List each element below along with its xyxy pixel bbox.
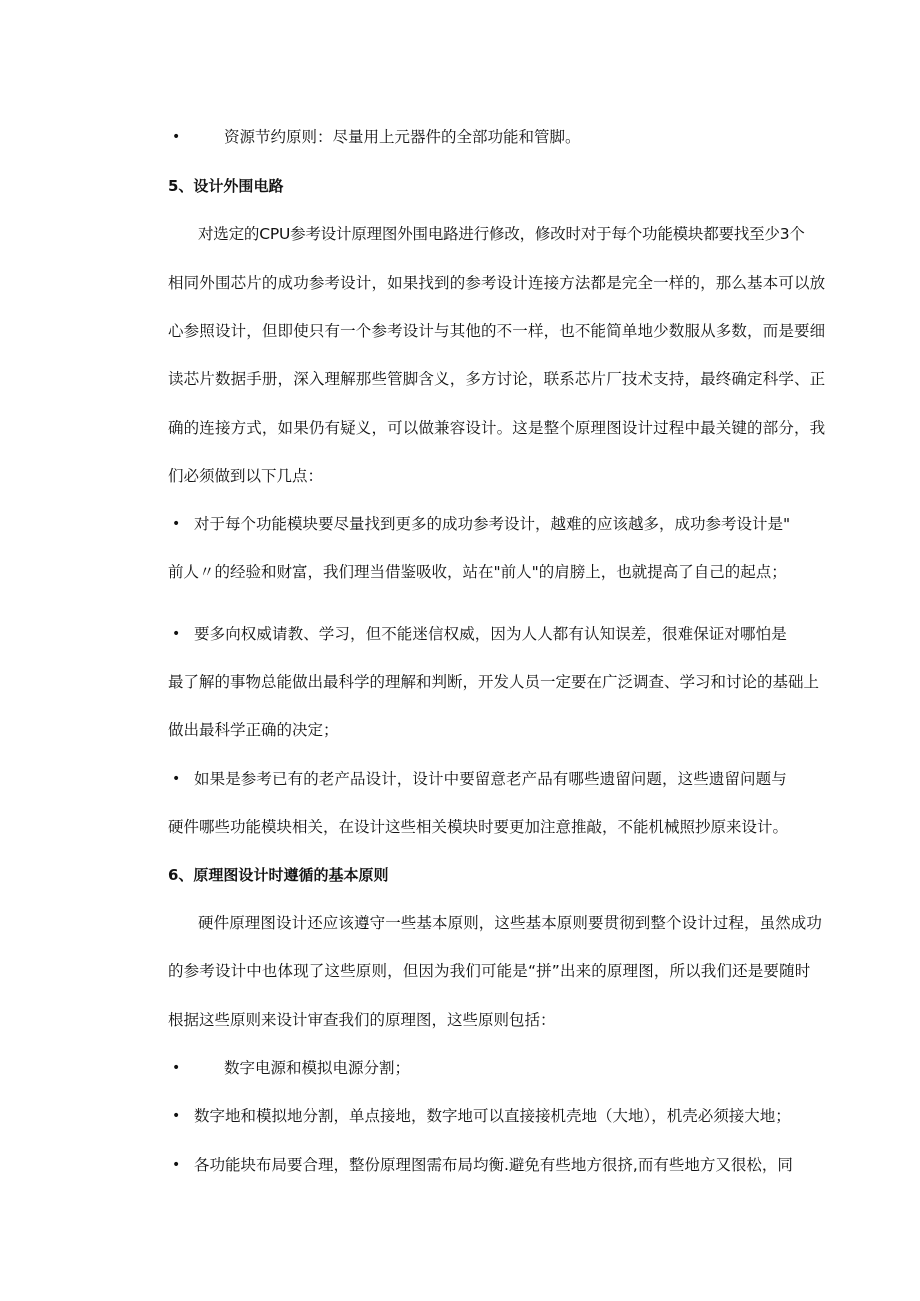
para-5-line-4: 读芯片数据手册，深入理解那些管脚含义，多方讨论，联系芯片厂技术支持，最终确定科学、正 <box>168 370 826 388</box>
bullet-marker: • <box>172 1108 181 1124</box>
para-6-line-1: 硬件原理图设计还应该遵守一些基本原则，这些基本原则要贯彻到整个设计过程，虽然成功 <box>198 914 823 932</box>
bullet-c-line-1: 如果是参考已有的老产品设计，设计中要留意老产品有哪些遗留问题，这些遗留问题与 <box>194 770 787 788</box>
para-5-line-1: 对选定的CPU参考设计原理图外围电路进行修改，修改时对于每个功能模块都要找至少3个 <box>198 225 805 243</box>
bullet-a-line-2: 前人〃的经验和财富，我们理当借鉴吸收，站在"前人"的肩膀上，也就提高了自己的起点； <box>168 563 787 581</box>
bullet-marker: • <box>172 1060 181 1076</box>
bullet-marker: • <box>172 1157 181 1173</box>
heading-section-6: 6、原理图设计时遵循的基本原则 <box>168 866 389 884</box>
item-power-split: 数字电源和模拟电源分割； <box>224 1059 411 1077</box>
bullet-c-line-2: 硬件哪些功能模块相关，在设计这些相关模块时要更加注意推敲，不能机械照抄原来设计。 <box>168 818 789 836</box>
bullet-marker: • <box>172 129 181 145</box>
para-5-line-5: 确的连接方式，如果仍有疑义，可以做兼容设计。这是整个原理图设计过程中最关键的部分，我 <box>168 419 826 437</box>
item-resource-saving: 资源节约原则：尽量用上元器件的全部功能和管脚。 <box>224 128 581 146</box>
bullet-marker: • <box>172 771 181 787</box>
bullet-marker: • <box>172 516 181 532</box>
para-6-line-3: 根据这些原则来设计审查我们的原理图，这些原则包括： <box>168 1011 556 1029</box>
para-5-line-2: 相同外围芯片的成功参考设计，如果找到的参考设计连接方法都是完全一样的，那么基本可以放 <box>168 274 826 292</box>
heading-section-5: 5、设计外围电路 <box>168 177 284 195</box>
para-5-line-3: 心参照设计，但即使只有一个参考设计与其他的不一样，也不能简单地少数服从多数，而是要细 <box>168 322 826 340</box>
item-ground-split: 数字地和模拟地分割，单点接地，数字地可以直接接机壳地（大地），机壳必须接大地； <box>194 1107 791 1125</box>
item-layout: 各功能块布局要合理，整份原理图需布局均衡.避免有些地方很挤,而有些地方又很松，同 <box>194 1156 793 1174</box>
bullet-a-line-1: 对于每个功能模块要尽量找到更多的成功参考设计，越难的应该越多，成功参考设计是" <box>194 515 791 533</box>
para-6-line-2: 的参考设计中也体现了这些原则，但因为我们可能是“拼”出来的原理图，所以我们还是要随时 <box>168 962 811 980</box>
bullet-marker: • <box>172 626 181 642</box>
para-5-line-6: 们必须做到以下几点： <box>168 467 324 485</box>
bullet-b-line-3: 做出最科学正确的决定； <box>168 721 339 739</box>
bullet-b-line-2: 最了解的事物总能做出最科学的理解和判断，开发人员一定要在广泛调查、学习和讨论的基础上 <box>168 673 820 691</box>
bullet-b-line-1: 要多向权威请教、学习，但不能迷信权威，因为人人都有认知误差，很难保证对哪怕是 <box>194 625 787 643</box>
